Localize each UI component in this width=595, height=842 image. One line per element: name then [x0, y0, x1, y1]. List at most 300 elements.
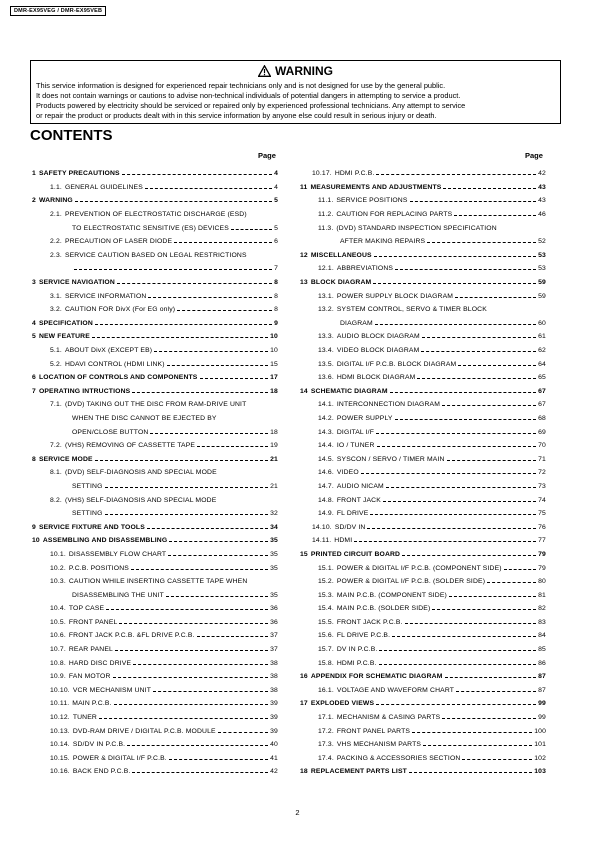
toc-entry-number: 10.15. [50, 754, 70, 762]
toc-entry-page: 40 [270, 741, 278, 749]
toc-entry-page: 81 [538, 591, 546, 599]
toc-entry-number: 2 [32, 197, 36, 205]
toc-dot-leader [379, 650, 536, 651]
toc-entry-title: (VHS) SELF-DIAGNOSIS AND SPECIAL MODE [64, 496, 217, 504]
toc-entry[interactable] [32, 371, 278, 385]
toc-dot-leader [133, 664, 268, 665]
toc-entry-title: SPECIFICATION [38, 319, 93, 327]
toc-entry-title: PRECAUTION OF LASER DIODE [64, 238, 173, 246]
toc-entry-page: 36 [270, 605, 278, 613]
toc-dot-leader [114, 704, 269, 705]
toc-dot-leader [95, 324, 272, 325]
toc-entry[interactable] [32, 534, 278, 548]
toc-entry[interactable] [300, 711, 546, 725]
toc-dot-leader [122, 174, 272, 175]
toc-dot-leader [427, 242, 536, 243]
toc-entry[interactable] [32, 643, 278, 657]
toc-entry-title: NEW FEATURE [38, 333, 90, 341]
toc-entry-number: 3.1. [50, 292, 62, 300]
toc-entry[interactable] [300, 548, 546, 562]
toc-entry-page: 103 [534, 768, 546, 776]
toc-entry[interactable] [300, 507, 546, 521]
toc-dot-leader [373, 283, 536, 284]
toc-entry-number: 10 [32, 537, 40, 545]
toc-entry-page: 53 [538, 251, 546, 259]
toc-entry-page: 71 [538, 455, 546, 463]
toc-entry-page: 62 [538, 347, 546, 355]
toc-entry[interactable] [32, 303, 278, 317]
toc-entry[interactable] [300, 684, 546, 698]
toc-entry-number: 14.8. [318, 496, 334, 504]
toc-entry[interactable] [32, 738, 278, 752]
toc-dot-leader [454, 215, 536, 216]
toc-entry-title: PREVENTION OF ELECTROSTATIC DISCHARGE (ESD) [64, 211, 247, 219]
toc-entry-page: 52 [538, 238, 546, 246]
toc-entry[interactable] [300, 602, 546, 616]
toc-entry-title: POWER SUPPLY [336, 414, 393, 422]
toc-entry-number: 14 [300, 387, 308, 395]
toc-entry-title: ABBREVIATIONS [336, 265, 394, 273]
toc-entry[interactable] [300, 439, 546, 453]
toc-entry[interactable] [32, 317, 278, 331]
toc-entry[interactable] [32, 561, 278, 575]
toc-entry[interactable] [32, 289, 278, 303]
toc-entry-title: VOLTAGE AND WAVEFORM CHART [336, 686, 455, 694]
toc-dot-leader [99, 718, 268, 719]
toc-entry-page: 17 [270, 374, 278, 382]
toc-dot-leader [442, 405, 536, 406]
toc-entry-page: 21 [270, 482, 278, 490]
toc-dot-leader [168, 555, 268, 556]
toc-entry[interactable] [32, 629, 278, 643]
toc-entry-number: 18 [300, 768, 308, 776]
toc-entry-number: 3 [32, 279, 36, 287]
toc-entry-number: 3.2. [50, 306, 62, 314]
toc-entry-title: SERVICE FIXTURE AND TOOLS [38, 523, 145, 531]
toc-dot-leader [449, 596, 536, 597]
toc-entry-title: TO ELECTROSTATIC SENSITIVE (ES) DEVICES [72, 224, 229, 232]
toc-entry-page: 37 [270, 646, 278, 654]
toc-entry-title: MISCELLANEOUS [310, 251, 372, 259]
warning-box [30, 60, 561, 124]
toc-entry-page: 80 [538, 578, 546, 586]
toc-entry[interactable] [300, 208, 546, 222]
warning-heading [31, 64, 560, 78]
warning-title: WARNING [275, 64, 333, 78]
toc-dot-leader [200, 378, 269, 379]
toc-entry-title: POWER SUPPLY BLOCK DIAGRAM [336, 292, 454, 300]
toc-entry-page: 99 [538, 700, 546, 708]
toc-entry-number: 17.1. [318, 714, 334, 722]
toc-entry-title: SETTING [72, 510, 103, 518]
toc-entry-page: 100 [534, 727, 546, 735]
toc-entry-page: 65 [538, 374, 546, 382]
toc-dot-leader [447, 460, 537, 461]
toc-dot-leader [74, 269, 272, 270]
toc-entry-title: SYSTEM CONTROL, SERVO & TIMER BLOCK [336, 306, 487, 314]
toc-entry-number: 10.11. [50, 700, 70, 708]
toc-left-column [32, 167, 278, 779]
toc-dot-leader [392, 636, 536, 637]
toc-entry[interactable] [300, 357, 546, 371]
toc-entry-number: 11.2. [318, 211, 334, 219]
toc-dot-leader [402, 555, 536, 556]
toc-entry-page: 70 [538, 442, 546, 450]
page-number: 2 [295, 808, 300, 817]
toc-dot-leader [405, 623, 537, 624]
toc-entry[interactable] [300, 738, 546, 752]
toc-entry-title: FAN MOTOR [68, 673, 111, 681]
toc-entry-number: 10.6. [50, 632, 66, 640]
toc-entry[interactable] [32, 711, 278, 725]
toc-entry[interactable] [300, 616, 546, 630]
toc-entry-title: FRONT PANEL PARTS [336, 727, 411, 735]
toc-entry[interactable] [32, 575, 278, 589]
toc-entry[interactable] [32, 330, 278, 344]
toc-entry-page: 35 [270, 537, 278, 545]
toc-entry[interactable] [300, 752, 546, 766]
toc-entry-number: 13.4. [318, 347, 334, 355]
toc-entry[interactable] [300, 385, 546, 399]
toc-entry-number: 8.1. [50, 469, 62, 477]
toc-entry-number: 14.9. [318, 510, 334, 518]
toc-dot-leader [132, 772, 268, 773]
toc-entry-title: VIDEO [336, 469, 359, 477]
toc-entry-number: 7 [32, 387, 36, 395]
toc-entry[interactable] [32, 616, 278, 630]
toc-entry-title: FRONT JACK [336, 496, 381, 504]
toc-dot-leader [504, 569, 536, 570]
toc-entry[interactable] [32, 276, 278, 290]
toc-entry-title: HDMI [334, 537, 353, 545]
toc-dot-leader [376, 174, 536, 175]
toc-entry-number: 7.2. [50, 442, 62, 450]
toc-entry-title: OPEN/CLOSE BUTTON [72, 428, 149, 436]
toc-entry-page: 38 [270, 659, 278, 667]
toc-entry-title: IO / TUNER [336, 442, 375, 450]
toc-entry-page: 39 [270, 700, 278, 708]
toc-entry[interactable] [300, 303, 546, 317]
toc-entry[interactable] [300, 167, 546, 181]
toc-dot-leader [462, 759, 532, 760]
toc-entry[interactable] [32, 412, 278, 426]
toc-entry-number: 16 [300, 673, 308, 681]
toc-entry[interactable] [32, 602, 278, 616]
toc-entry-number: 14.7. [318, 482, 334, 490]
toc-entry[interactable] [32, 752, 278, 766]
toc-entry[interactable] [32, 493, 278, 507]
toc-dot-leader [150, 433, 268, 434]
toc-entry-title: VIDEO BLOCK DIAGRAM [336, 347, 420, 355]
toc-entry-page: 8 [274, 292, 278, 300]
toc-entry-title: SERVICE POSITIONS [336, 197, 408, 205]
toc-entry[interactable] [300, 643, 546, 657]
toc-entry-title: BACK END P.C.B. [72, 768, 131, 776]
toc-entry-title: BLOCK DIAGRAM [310, 279, 372, 287]
toc-entry-page: 35 [270, 591, 278, 599]
toc-right-column [300, 167, 546, 779]
toc-entry[interactable] [32, 181, 278, 195]
toc-entry[interactable] [32, 697, 278, 711]
toc-entry-number: 6 [32, 374, 36, 382]
toc-entry-page: 60 [538, 319, 546, 327]
toc-entry-title: FRONT JACK P.C.B. [336, 618, 403, 626]
toc-entry[interactable] [300, 344, 546, 358]
toc-entry[interactable] [32, 385, 278, 399]
toc-entry[interactable] [32, 439, 278, 453]
toc-dot-leader [422, 337, 536, 338]
toc-entry-number: 14.3. [318, 428, 334, 436]
toc-dot-leader [169, 541, 268, 542]
toc-entry-title: (DVD) STANDARD INSPECTION SPECIFICATION [336, 224, 497, 232]
toc-entry-number: 14.4. [318, 442, 334, 450]
toc-entry-title: APPENDIX FOR SCHEMATIC DIAGRAM [310, 673, 443, 681]
toc-entry[interactable] [32, 588, 278, 602]
toc-entry[interactable] [32, 262, 278, 276]
toc-entry-title: DIAGRAM [340, 319, 373, 327]
toc-entry[interactable] [300, 194, 546, 208]
toc-entry-title: PRINTED CIRCUIT BOARD [310, 550, 401, 558]
toc-dot-leader [117, 283, 272, 284]
toc-entry[interactable] [32, 684, 278, 698]
toc-entry[interactable] [300, 656, 546, 670]
toc-entry[interactable] [32, 398, 278, 412]
toc-dot-leader [432, 609, 536, 610]
toc-entry-number: 10.17. [312, 170, 332, 178]
toc-entry-title: OPERATING INTRUCTIONS [38, 387, 131, 395]
toc-entry[interactable] [300, 249, 546, 263]
toc-dot-leader [115, 650, 268, 651]
toc-dot-leader [458, 365, 536, 366]
toc-entry-page: 73 [538, 482, 546, 490]
toc-entry-number: 10.2. [50, 564, 66, 572]
toc-entry[interactable] [32, 344, 278, 358]
toc-entry[interactable] [32, 480, 278, 494]
toc-entry-number: 1.1. [50, 183, 62, 191]
toc-entry[interactable] [32, 670, 278, 684]
toc-entry[interactable] [300, 398, 546, 412]
toc-entry[interactable] [32, 249, 278, 263]
toc-entry-title: MECHANISM & CASING PARTS [336, 714, 441, 722]
toc-entry[interactable] [32, 765, 278, 779]
toc-entry-page: 77 [538, 537, 546, 545]
toc-dot-leader [75, 201, 272, 202]
toc-entry-title: CAUTION WHILE INSERTING CASSETTE TAPE WHEN [68, 578, 248, 586]
toc-entry[interactable] [300, 575, 546, 589]
toc-entry-title: SETTING [72, 482, 103, 490]
toc-entry[interactable] [300, 534, 546, 548]
toc-entry-page: 7 [274, 265, 278, 273]
toc-entry-number: 14.1. [318, 401, 334, 409]
toc-entry-title: WARNING [38, 197, 73, 205]
toc-entry[interactable] [300, 330, 546, 344]
toc-dot-leader [442, 718, 536, 719]
toc-entry-title: DIGITAL I/F [336, 428, 375, 436]
toc-entry[interactable] [300, 588, 546, 602]
toc-entry[interactable] [32, 194, 278, 208]
toc-entry-title: CAUTION FOR DivX (For EG only) [64, 306, 176, 314]
toc-entry[interactable] [32, 208, 278, 222]
toc-dot-leader [383, 501, 536, 502]
toc-entry-page: 38 [270, 673, 278, 681]
toc-entry[interactable] [32, 425, 278, 439]
toc-entry-title: DVD-RAM DRIVE / DIGITAL P.C.B. MODULE [72, 727, 216, 735]
toc-entry[interactable] [32, 167, 278, 181]
toc-entry-page: 18 [270, 387, 278, 395]
toc-entry-page: 5 [274, 197, 278, 205]
toc-entry-number: 15.1. [318, 564, 334, 572]
warning-text-line: or repair the product or products dealt with in this service information by anyone else could result in serious injury or death. [36, 111, 437, 120]
toc-entry-number: 7.1. [50, 401, 62, 409]
toc-entry-number: 11 [300, 183, 308, 191]
toc-entry-page: 39 [270, 727, 278, 735]
toc-entry-page: 85 [538, 646, 546, 654]
toc-dot-leader [231, 229, 272, 230]
toc-entry-number: 10.1. [50, 550, 66, 558]
toc-entry[interactable] [32, 520, 278, 534]
toc-entry[interactable] [300, 425, 546, 439]
toc-entry-page: 9 [274, 319, 278, 327]
toc-entry-title: SYSCON / SERVO / TIMER MAIN [336, 455, 445, 463]
toc-entry-number: 14.10. [312, 523, 332, 531]
toc-entry-page: 8 [274, 306, 278, 314]
toc-entry[interactable] [32, 357, 278, 371]
toc-entry[interactable] [300, 480, 546, 494]
toc-entry[interactable] [300, 262, 546, 276]
toc-entry[interactable] [300, 493, 546, 507]
toc-dot-leader [132, 392, 268, 393]
toc-entry[interactable] [300, 289, 546, 303]
toc-entry-page: 38 [270, 686, 278, 694]
toc-entry-title: GENERAL GUIDELINES [64, 183, 143, 191]
toc-entry-number: 2.2. [50, 238, 62, 246]
warning-text-line: It does not contain warnings or cautions to advise non-technical individuals of potential dangers in attempting to service a product. [36, 91, 461, 100]
toc-entry[interactable] [300, 276, 546, 290]
toc-entry-page: 19 [270, 442, 278, 450]
toc-entry-number: 14.5. [318, 455, 334, 463]
toc-entry-title: FL DRIVE P.C.B. [336, 632, 391, 640]
toc-entry-page: 67 [538, 387, 546, 395]
toc-entry-page: 46 [538, 211, 546, 219]
toc-entry-number: 13.3. [318, 333, 334, 341]
toc-entry[interactable] [32, 548, 278, 562]
toc-entry[interactable] [300, 561, 546, 575]
toc-dot-leader [154, 351, 268, 352]
toc-entry-title: HARD DISC DRIVE [68, 659, 132, 667]
toc-dot-leader [456, 691, 536, 692]
toc-entry-page: 6 [274, 238, 278, 246]
toc-dot-leader [367, 528, 536, 529]
toc-entry[interactable] [300, 629, 546, 643]
toc-entry-title: DIGITAL I/F P.C.B. BLOCK DIAGRAM [336, 360, 457, 368]
toc-dot-leader [127, 745, 268, 746]
toc-entry[interactable] [32, 724, 278, 738]
toc-dot-leader [105, 487, 269, 488]
toc-entry-number: 17.3. [318, 741, 334, 749]
toc-entry-title: MAIN P.C.B. (COMPONENT SIDE) [336, 591, 447, 599]
toc-entry-number: 15.7. [318, 646, 334, 654]
toc-entry[interactable] [32, 235, 278, 249]
toc-entry-page: 34 [270, 523, 278, 531]
toc-entry-page: 69 [538, 428, 546, 436]
toc-dot-leader [412, 732, 532, 733]
toc-dot-leader [370, 514, 536, 515]
toc-entry[interactable] [300, 412, 546, 426]
toc-dot-leader [409, 772, 532, 773]
toc-entry-number: 10.14. [50, 741, 70, 749]
toc-entry-number: 15.8. [318, 659, 334, 667]
toc-dot-leader [379, 664, 537, 665]
toc-entry[interactable] [300, 697, 546, 711]
toc-entry-title: POWER & DIGITAL I/F P.C.B. (COMPONENT SIDE) [336, 564, 502, 572]
toc-entry[interactable] [32, 221, 278, 235]
toc-dot-leader [410, 201, 537, 202]
toc-entry[interactable] [300, 221, 546, 235]
toc-dot-leader [354, 541, 536, 542]
toc-entry-title: SERVICE NAVIGATION [38, 279, 115, 287]
toc-entry[interactable] [32, 452, 278, 466]
toc-entry-title: MEASUREMENTS AND ADJUSTMENTS [310, 183, 442, 191]
toc-entry-page: 59 [538, 292, 546, 300]
toc-entry-number: 10.8. [50, 659, 66, 667]
toc-entry-page: 53 [538, 265, 546, 273]
toc-dot-leader [131, 569, 268, 570]
toc-entry-number: 15 [300, 550, 308, 558]
toc-entry-page: 37 [270, 632, 278, 640]
toc-entry[interactable] [300, 452, 546, 466]
toc-entry-title: AUDIO NICAM [336, 482, 384, 490]
toc-entry-title: VCR MECHANISM UNIT [72, 686, 152, 694]
toc-entry-number: 10.10. [50, 686, 70, 694]
toc-entry[interactable] [300, 670, 546, 684]
toc-entry[interactable] [300, 317, 546, 331]
toc-entry-page: 59 [538, 279, 546, 287]
toc-entry[interactable] [300, 724, 546, 738]
toc-entry-page: 10 [270, 333, 278, 341]
toc-entry-page: 15 [270, 360, 278, 368]
toc-entry-title: MAIN P.C.B. (SOLDER SIDE) [336, 605, 431, 613]
toc-entry-title: SERVICE CAUTION BASED ON LEGAL RESTRICTIONS [64, 251, 247, 259]
toc-entry-page: 76 [538, 523, 546, 531]
toc-entry[interactable] [300, 466, 546, 480]
toc-entry[interactable] [300, 181, 546, 195]
toc-entry-number: 10.5. [50, 618, 66, 626]
toc-entry-page: 83 [538, 618, 546, 626]
toc-entry-number: 12 [300, 251, 308, 259]
toc-dot-leader [395, 419, 537, 420]
toc-dot-leader [423, 745, 532, 746]
toc-entry-title: TUNER [72, 714, 97, 722]
toc-entry-page: 21 [270, 455, 278, 463]
toc-entry-page: 102 [534, 754, 546, 762]
toc-entry-number: 14.6. [318, 469, 334, 477]
toc-entry[interactable] [32, 466, 278, 480]
toc-entry[interactable] [300, 520, 546, 534]
toc-entry-page: 18 [270, 428, 278, 436]
toc-entry-number: 13 [300, 279, 308, 287]
toc-entry[interactable] [32, 656, 278, 670]
toc-entry-number: 2.3. [50, 251, 62, 259]
toc-entry-title: HDMI BLOCK DIAGRAM [336, 374, 416, 382]
toc-entry[interactable] [300, 765, 546, 779]
toc-entry[interactable] [300, 235, 546, 249]
toc-entry-page: 101 [534, 741, 546, 749]
toc-entry-title: SAFETY PRECAUTIONS [38, 170, 120, 178]
toc-entry[interactable] [300, 371, 546, 385]
model-number-label: DMR-EX95VEG / DMR-EX95VEB [10, 6, 106, 16]
toc-entry[interactable] [32, 507, 278, 521]
toc-entry-number: 10.13. [50, 727, 70, 735]
